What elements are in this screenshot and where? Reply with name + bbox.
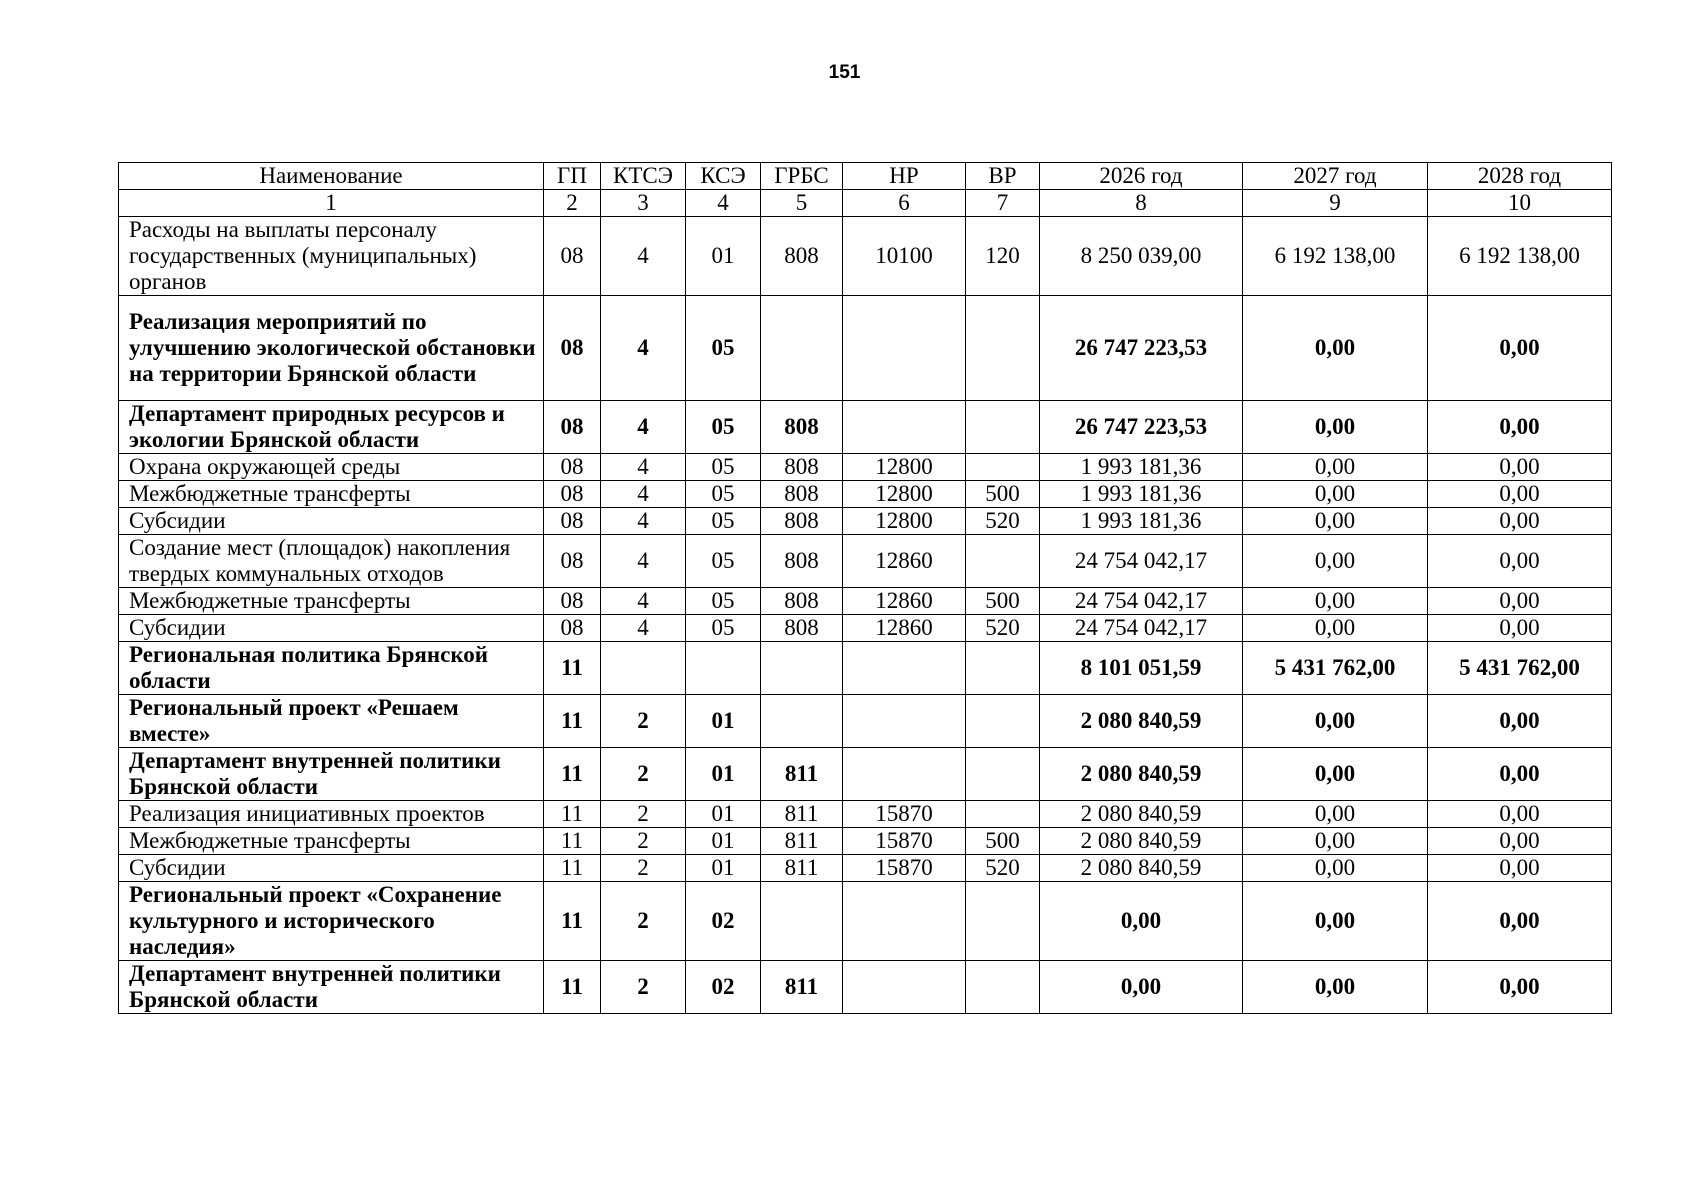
- ktse-cell: 4: [601, 615, 686, 642]
- row-name-cell: Реализация инициативных проектов: [119, 801, 544, 828]
- ktse-cell: 4: [601, 217, 686, 296]
- amount-2027-cell: 0,00: [1243, 882, 1428, 961]
- amount-2028-cell: 0,00: [1428, 828, 1612, 855]
- col-header-name: Наименование: [119, 163, 544, 190]
- row-name-cell: Региональная политика Брянской области: [119, 642, 544, 695]
- col-number: 9: [1243, 190, 1428, 217]
- ktse-cell: 2: [601, 695, 686, 748]
- vr-cell: [966, 882, 1040, 961]
- amount-2026-cell: 8 250 039,00: [1040, 217, 1243, 296]
- row-name-cell: Реализация мероприятий по улучшению экологической обстановки на территории Брянской области: [119, 296, 544, 401]
- vr-cell: [966, 961, 1040, 1014]
- amount-2026-cell: 2 080 840,59: [1040, 801, 1243, 828]
- col-header-kse: КСЭ: [686, 163, 761, 190]
- col-header-2026: 2026 год: [1040, 163, 1243, 190]
- table-row: [119, 508, 1612, 535]
- gp-cell: 11: [544, 695, 601, 748]
- nr-cell: 12800: [843, 454, 966, 481]
- page-number: 151: [828, 62, 861, 83]
- amount-2028-cell: 0,00: [1428, 801, 1612, 828]
- amount-2026-cell: 1 993 181,36: [1040, 481, 1243, 508]
- col-header-vr: ВР: [966, 163, 1040, 190]
- kse-cell: 05: [686, 615, 761, 642]
- amount-2026-cell: 0,00: [1040, 961, 1243, 1014]
- kse-cell: [686, 642, 761, 695]
- kse-cell: 05: [686, 454, 761, 481]
- header-row: [119, 163, 1612, 190]
- vr-cell: [966, 801, 1040, 828]
- amount-2027-cell: 0,00: [1243, 454, 1428, 481]
- row-name-cell: Субсидии: [119, 615, 544, 642]
- gp-cell: 11: [544, 961, 601, 1014]
- table-row: [119, 296, 1612, 401]
- col-number: 7: [966, 190, 1040, 217]
- amount-2026-cell: 26 747 223,53: [1040, 401, 1243, 454]
- table-row: [119, 961, 1612, 1014]
- grbs-cell: 808: [761, 615, 843, 642]
- kse-cell: 05: [686, 588, 761, 615]
- kse-cell: 05: [686, 296, 761, 401]
- col-number: 8: [1040, 190, 1243, 217]
- vr-cell: 120: [966, 217, 1040, 296]
- grbs-cell: [761, 642, 843, 695]
- amount-2028-cell: 0,00: [1428, 855, 1612, 882]
- kse-cell: 05: [686, 481, 761, 508]
- kse-cell: 01: [686, 217, 761, 296]
- amount-2028-cell: 0,00: [1428, 454, 1612, 481]
- row-name-cell: Региональный проект «Решаем вместе»: [119, 695, 544, 748]
- nr-cell: 10100: [843, 217, 966, 296]
- ktse-cell: 2: [601, 882, 686, 961]
- amount-2028-cell: 0,00: [1428, 882, 1612, 961]
- gp-cell: 08: [544, 588, 601, 615]
- table-body: [119, 217, 1612, 1014]
- amount-2028-cell: 0,00: [1428, 588, 1612, 615]
- kse-cell: 05: [686, 401, 761, 454]
- table-row: [119, 695, 1612, 748]
- ktse-cell: 4: [601, 454, 686, 481]
- col-number: 10: [1428, 190, 1612, 217]
- vr-cell: [966, 454, 1040, 481]
- amount-2027-cell: 6 192 138,00: [1243, 217, 1428, 296]
- table-row: [119, 217, 1612, 296]
- nr-cell: [843, 882, 966, 961]
- gp-cell: 08: [544, 508, 601, 535]
- grbs-cell: 808: [761, 217, 843, 296]
- grbs-cell: 811: [761, 855, 843, 882]
- grbs-cell: 808: [761, 481, 843, 508]
- amount-2027-cell: 0,00: [1243, 828, 1428, 855]
- amount-2026-cell: 24 754 042,17: [1040, 615, 1243, 642]
- kse-cell: 02: [686, 882, 761, 961]
- grbs-cell: 808: [761, 588, 843, 615]
- kse-cell: 01: [686, 828, 761, 855]
- table-row: [119, 615, 1612, 642]
- amount-2026-cell: 1 993 181,36: [1040, 508, 1243, 535]
- kse-cell: 05: [686, 535, 761, 588]
- nr-cell: [843, 695, 966, 748]
- amount-2028-cell: 0,00: [1428, 535, 1612, 588]
- row-name-cell: Департамент внутренней политики Брянской области: [119, 961, 544, 1014]
- col-header-2028: 2028 год: [1428, 163, 1612, 190]
- grbs-cell: [761, 882, 843, 961]
- grbs-cell: 811: [761, 828, 843, 855]
- amount-2026-cell: 2 080 840,59: [1040, 828, 1243, 855]
- row-name-cell: Создание мест (площадок) накопления твердых коммунальных отходов: [119, 535, 544, 588]
- table-row: [119, 454, 1612, 481]
- ktse-cell: 2: [601, 748, 686, 801]
- kse-cell: 05: [686, 508, 761, 535]
- ktse-cell: 4: [601, 588, 686, 615]
- ktse-cell: 2: [601, 855, 686, 882]
- amount-2027-cell: 0,00: [1243, 695, 1428, 748]
- row-name-cell: Межбюджетные трансферты: [119, 828, 544, 855]
- amount-2028-cell: 0,00: [1428, 401, 1612, 454]
- amount-2027-cell: 0,00: [1243, 961, 1428, 1014]
- col-number: 6: [843, 190, 966, 217]
- gp-cell: 08: [544, 217, 601, 296]
- amount-2027-cell: 0,00: [1243, 296, 1428, 401]
- nr-cell: [843, 401, 966, 454]
- col-header-gp: ГП: [544, 163, 601, 190]
- grbs-cell: 808: [761, 508, 843, 535]
- row-name-cell: Межбюджетные трансферты: [119, 588, 544, 615]
- nr-cell: 12860: [843, 535, 966, 588]
- gp-cell: 08: [544, 535, 601, 588]
- nr-cell: 12800: [843, 481, 966, 508]
- amount-2027-cell: 0,00: [1243, 481, 1428, 508]
- vr-cell: [966, 296, 1040, 401]
- amount-2027-cell: 0,00: [1243, 401, 1428, 454]
- grbs-cell: 808: [761, 535, 843, 588]
- vr-cell: [966, 401, 1040, 454]
- gp-cell: 11: [544, 748, 601, 801]
- kse-cell: 01: [686, 801, 761, 828]
- budget-table: [118, 162, 1612, 1014]
- ktse-cell: 4: [601, 401, 686, 454]
- grbs-cell: 808: [761, 401, 843, 454]
- row-name-cell: Межбюджетные трансферты: [119, 481, 544, 508]
- amount-2026-cell: 26 747 223,53: [1040, 296, 1243, 401]
- table-row: [119, 401, 1612, 454]
- nr-cell: [843, 748, 966, 801]
- amount-2027-cell: 0,00: [1243, 535, 1428, 588]
- amount-2027-cell: 0,00: [1243, 615, 1428, 642]
- table-row: [119, 535, 1612, 588]
- gp-cell: 11: [544, 855, 601, 882]
- gp-cell: 08: [544, 454, 601, 481]
- amount-2028-cell: 0,00: [1428, 481, 1612, 508]
- amount-2028-cell: 0,00: [1428, 748, 1612, 801]
- ktse-cell: [601, 642, 686, 695]
- amount-2026-cell: 2 080 840,59: [1040, 855, 1243, 882]
- col-number: 4: [686, 190, 761, 217]
- amount-2026-cell: 2 080 840,59: [1040, 748, 1243, 801]
- vr-cell: [966, 642, 1040, 695]
- table-row: [119, 588, 1612, 615]
- row-name-cell: Субсидии: [119, 508, 544, 535]
- row-name-cell: Региональный проект «Сохранение культурного и исторического наследия»: [119, 882, 544, 961]
- vr-cell: 500: [966, 588, 1040, 615]
- kse-cell: 01: [686, 855, 761, 882]
- amount-2026-cell: 0,00: [1040, 882, 1243, 961]
- col-header-grbs: ГРБС: [761, 163, 843, 190]
- grbs-cell: 811: [761, 748, 843, 801]
- amount-2026-cell: 1 993 181,36: [1040, 454, 1243, 481]
- gp-cell: 08: [544, 615, 601, 642]
- row-name-cell: Охрана окружающей среды: [119, 454, 544, 481]
- amount-2028-cell: 0,00: [1428, 508, 1612, 535]
- kse-cell: 02: [686, 961, 761, 1014]
- gp-cell: 11: [544, 882, 601, 961]
- table-row: [119, 481, 1612, 508]
- grbs-cell: 811: [761, 961, 843, 1014]
- amount-2027-cell: 0,00: [1243, 748, 1428, 801]
- table-row: [119, 828, 1612, 855]
- grbs-cell: [761, 296, 843, 401]
- nr-cell: 12860: [843, 615, 966, 642]
- grbs-cell: 811: [761, 801, 843, 828]
- vr-cell: [966, 535, 1040, 588]
- kse-cell: 01: [686, 748, 761, 801]
- grbs-cell: 808: [761, 454, 843, 481]
- table-row: [119, 748, 1612, 801]
- table-row: [119, 882, 1612, 961]
- col-number: 2: [544, 190, 601, 217]
- amount-2026-cell: 24 754 042,17: [1040, 588, 1243, 615]
- amount-2026-cell: 24 754 042,17: [1040, 535, 1243, 588]
- amount-2027-cell: 0,00: [1243, 801, 1428, 828]
- nr-cell: [843, 961, 966, 1014]
- column-number-row: [119, 190, 1612, 217]
- vr-cell: 500: [966, 481, 1040, 508]
- amount-2026-cell: 2 080 840,59: [1040, 695, 1243, 748]
- ktse-cell: 4: [601, 508, 686, 535]
- gp-cell: 11: [544, 642, 601, 695]
- amount-2026-cell: 8 101 051,59: [1040, 642, 1243, 695]
- nr-cell: 15870: [843, 801, 966, 828]
- nr-cell: 15870: [843, 855, 966, 882]
- row-name-cell: Субсидии: [119, 855, 544, 882]
- col-number: 3: [601, 190, 686, 217]
- row-name-cell: Расходы на выплаты персоналу государственных (муниципальных) органов: [119, 217, 544, 296]
- ktse-cell: 4: [601, 481, 686, 508]
- nr-cell: [843, 296, 966, 401]
- amount-2027-cell: 0,00: [1243, 508, 1428, 535]
- vr-cell: 520: [966, 855, 1040, 882]
- gp-cell: 08: [544, 481, 601, 508]
- gp-cell: 11: [544, 828, 601, 855]
- amount-2027-cell: 0,00: [1243, 588, 1428, 615]
- ktse-cell: 4: [601, 296, 686, 401]
- col-header-2027: 2027 год: [1243, 163, 1428, 190]
- vr-cell: 520: [966, 508, 1040, 535]
- ktse-cell: 2: [601, 828, 686, 855]
- amount-2028-cell: 0,00: [1428, 695, 1612, 748]
- vr-cell: [966, 695, 1040, 748]
- ktse-cell: 4: [601, 535, 686, 588]
- amount-2027-cell: 0,00: [1243, 855, 1428, 882]
- table-row: [119, 801, 1612, 828]
- amount-2028-cell: 5 431 762,00: [1428, 642, 1612, 695]
- vr-cell: [966, 748, 1040, 801]
- gp-cell: 08: [544, 401, 601, 454]
- row-name-cell: Департамент внутренней политики Брянской области: [119, 748, 544, 801]
- amount-2028-cell: 0,00: [1428, 615, 1612, 642]
- kse-cell: 01: [686, 695, 761, 748]
- table-row: [119, 642, 1612, 695]
- nr-cell: 12860: [843, 588, 966, 615]
- col-number: 5: [761, 190, 843, 217]
- grbs-cell: [761, 695, 843, 748]
- nr-cell: 12800: [843, 508, 966, 535]
- vr-cell: 500: [966, 828, 1040, 855]
- gp-cell: 08: [544, 296, 601, 401]
- nr-cell: 15870: [843, 828, 966, 855]
- col-header-nr: НР: [843, 163, 966, 190]
- col-number: 1: [119, 190, 544, 217]
- amount-2028-cell: 0,00: [1428, 961, 1612, 1014]
- amount-2028-cell: 6 192 138,00: [1428, 217, 1612, 296]
- row-name-cell: Департамент природных ресурсов и экологии Брянской области: [119, 401, 544, 454]
- amount-2027-cell: 5 431 762,00: [1243, 642, 1428, 695]
- nr-cell: [843, 642, 966, 695]
- table-row: [119, 855, 1612, 882]
- ktse-cell: 2: [601, 961, 686, 1014]
- ktse-cell: 2: [601, 801, 686, 828]
- gp-cell: 11: [544, 801, 601, 828]
- vr-cell: 520: [966, 615, 1040, 642]
- col-header-ktse: КТСЭ: [601, 163, 686, 190]
- amount-2028-cell: 0,00: [1428, 296, 1612, 401]
